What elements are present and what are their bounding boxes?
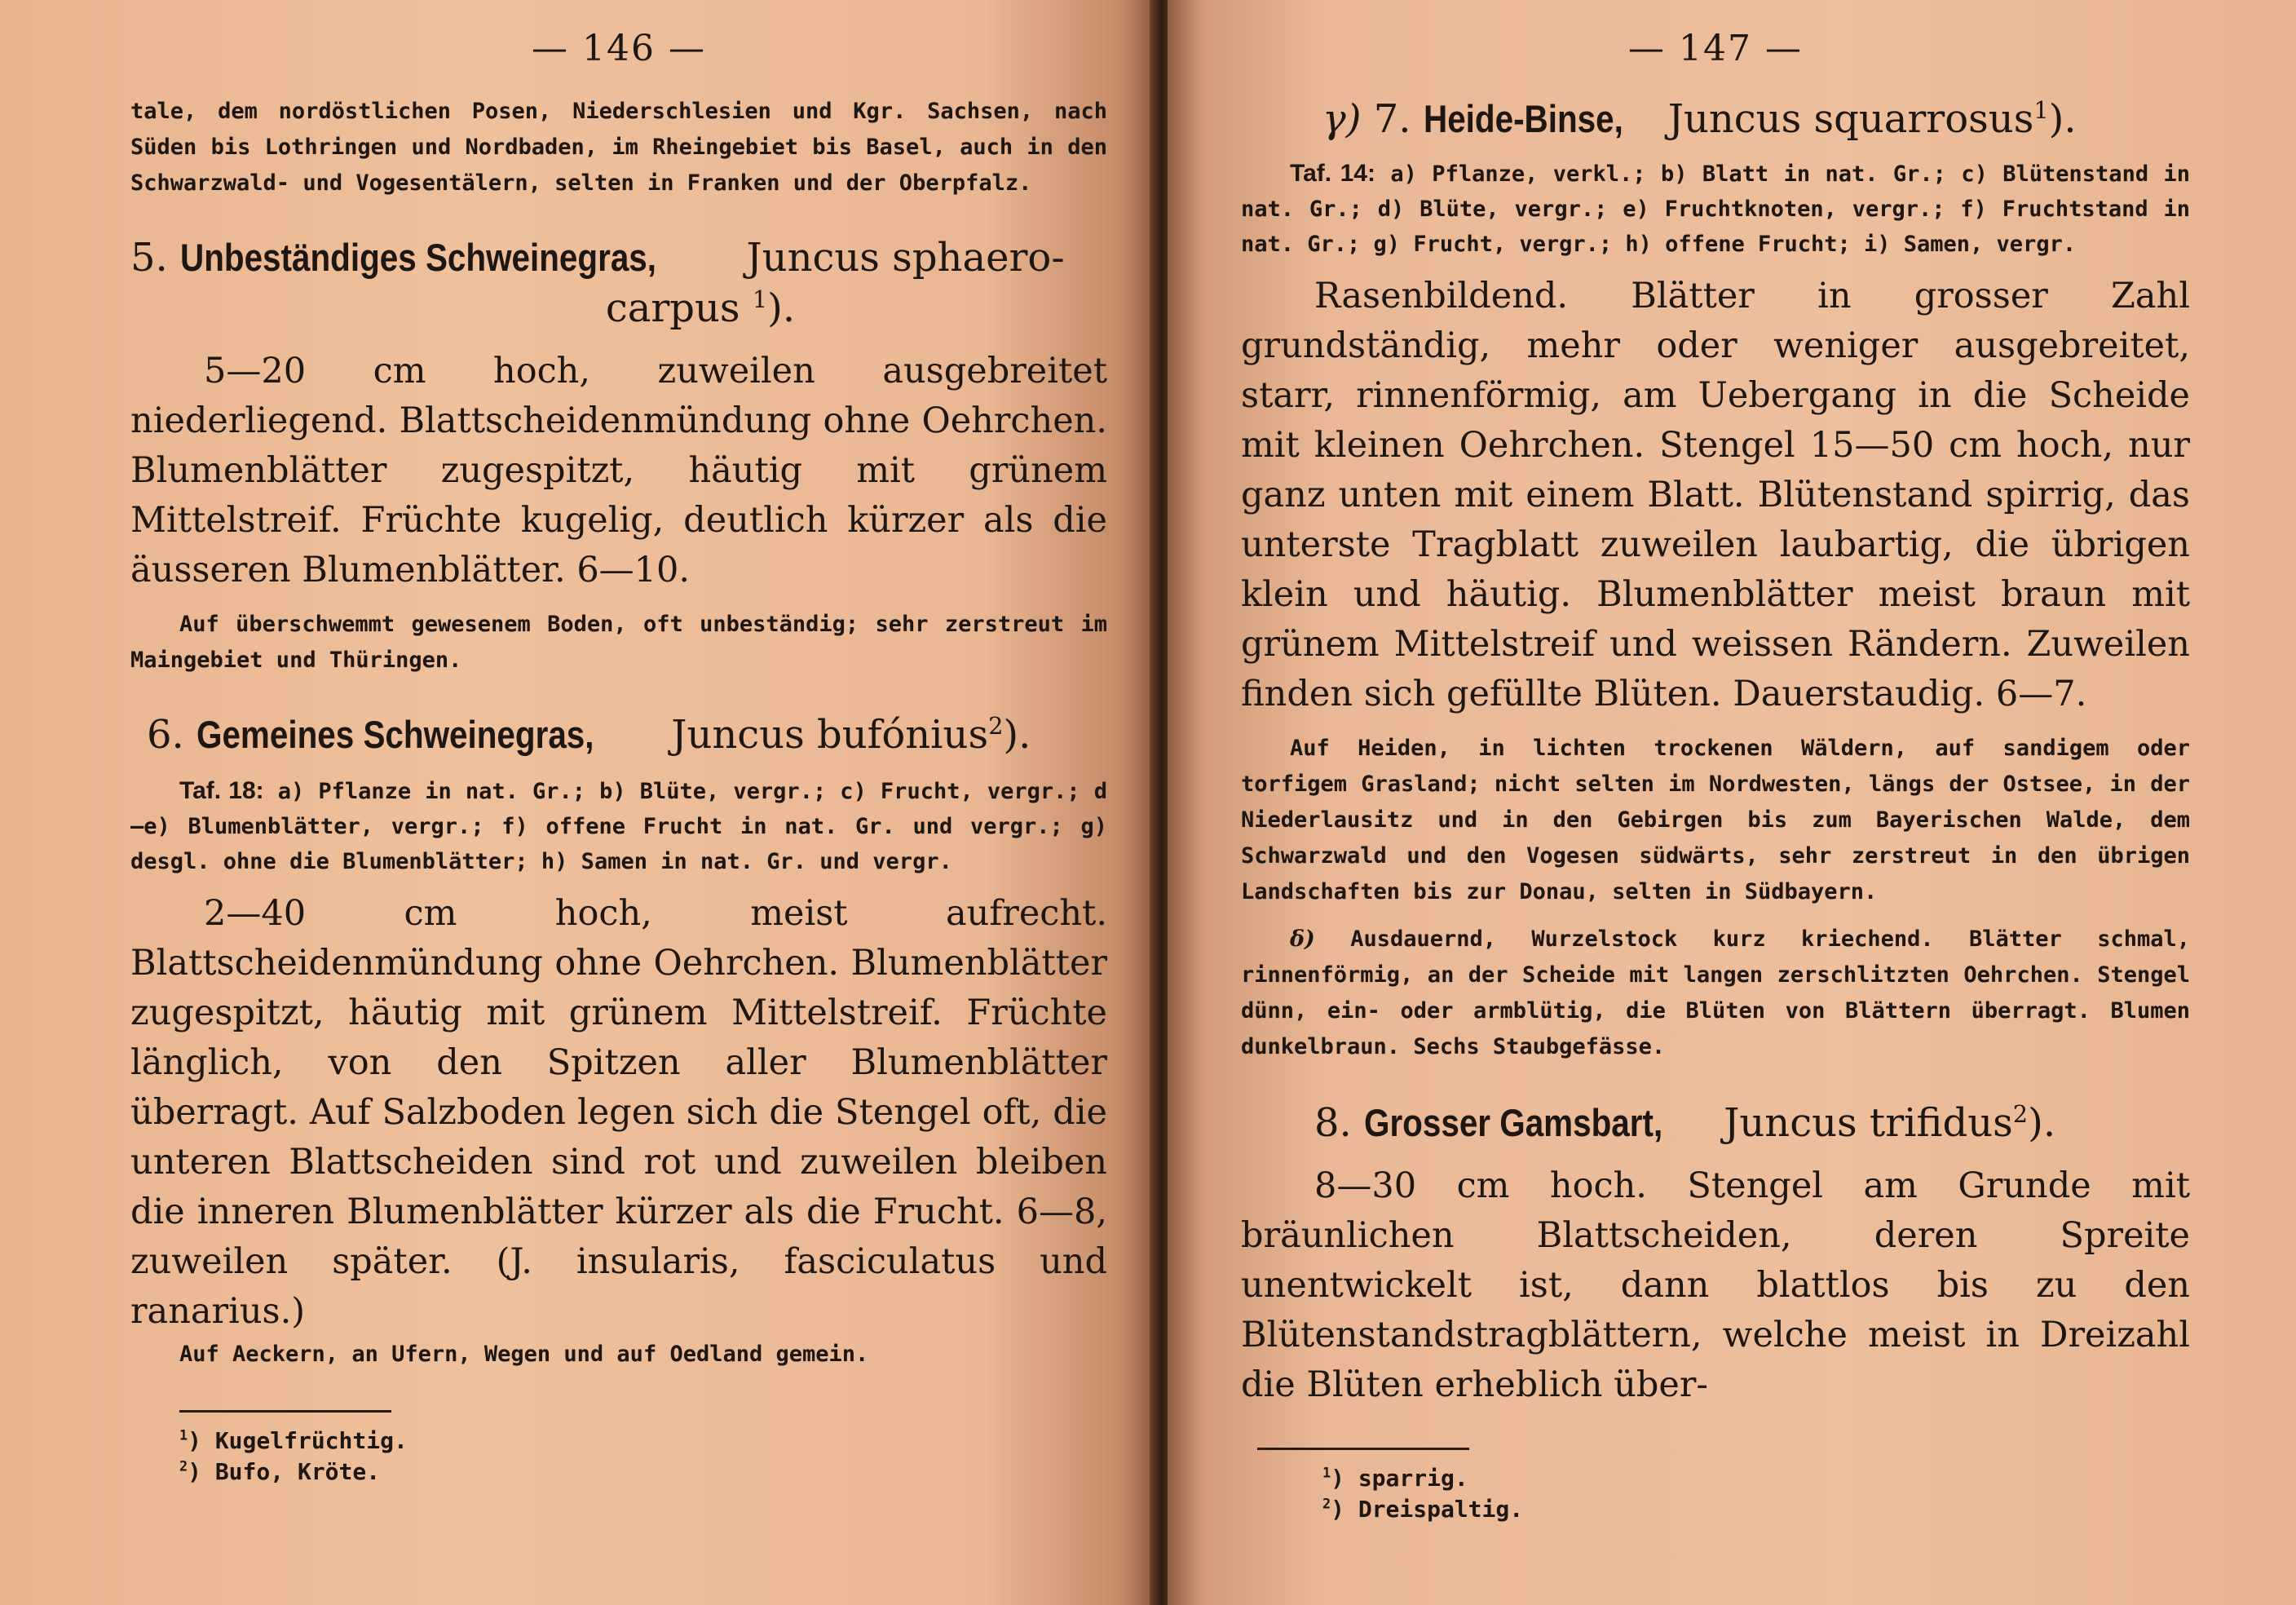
species-latin-name: Juncus bufónius <box>671 712 989 758</box>
footnote-text: ) sparrig. <box>1331 1465 1468 1492</box>
species-description: 5—20 cm hoch, zuweilen ausgebreitet niederliegend. Blattscheidenmündung ohne Oehrchen. Blumenblätter zugespitzt, häutig mit grünem Mittelstreif. Früchte kugelig, deutlich kürzer als die äusseren Blumenblätter. 6—10. <box>130 351 1107 590</box>
footnote-marker: 2 <box>988 712 1004 740</box>
group-prefix: γ) <box>1322 96 1362 142</box>
footnote-text: ) Kugelfrüchtig. <box>188 1427 408 1454</box>
species-habitat: Auf Aeckern, an Ufern, Wegen und auf Oedland gemein. <box>179 1342 869 1367</box>
footnote-text: ) Bufo, Kröte. <box>188 1458 381 1485</box>
species-description: 8—30 cm hoch. Stengel am Grunde mit bräunlichen Blattscheiden, deren Spreite unentwickelt ist, dann blattlos bis zu den Blütenstandstragblättern, welche meist in Dreizahl die Blüten erheblich über- <box>1241 1165 2190 1405</box>
footnote <box>179 1457 1107 1488</box>
species-latin-name: Juncus sphaero- <box>746 235 1065 281</box>
species-habitat: Auf Heiden, in lichten trockenen Wäldern, auf sandigem oder torfigem Grasland; nicht selten im Nordwesten, längs der Ostsee, in der Niederlausitz und in den Gebirgen bis zum Bayerischen Walde, dem Schwarzwald und den Vogesen südwärts, sehr zerstreut in den übrigen Landschaften bis zur Donau, selten in Südbayern. <box>1241 736 2190 904</box>
footnote <box>1322 1463 2190 1494</box>
species-heading-7 <box>1322 94 2190 144</box>
heading-close: ). <box>2028 1100 2056 1146</box>
species-latin-name: Juncus squarrosus <box>1667 96 2034 142</box>
heading-close: ). <box>2048 96 2077 142</box>
heading-close: ). <box>767 285 796 331</box>
footnote-marker: 1 <box>752 285 768 313</box>
footnote-mark: 2 <box>179 1457 188 1475</box>
species-habitat: Auf überschwemmt gewesenem Boden, oft unbeständig; sehr zerstreut im Maingebiet und Thüringen. <box>130 612 1107 673</box>
group-text: Ausdauernd, Wurzelstock kurz kriechend. Blätter schmal, rinnenförmig, an der Scheide mit langen zerschlitzten Oehrchen. Stengel dünn, ein- oder armblütig, die Blüten von Blättern überragt. Blumen dunkelbraun. Sechs Staubgefässe. <box>1241 926 2190 1059</box>
species-number: 7. <box>1373 96 1411 142</box>
right-page <box>1168 0 2296 1605</box>
plate-text: a) Pflanze in nat. Gr.; b) Blüte, vergr.; c) Frucht, vergr.; d—e) Blumenblätter, vergr.; f) offene Frucht in nat. Gr. und vergr.; g) desgl. ohne die Blumenblätter; h) Samen in nat. Gr. und vergr. <box>130 779 1107 874</box>
footnote-mark: 2 <box>1322 1495 1331 1512</box>
footnote-divider <box>1257 1448 1469 1450</box>
footnote-divider <box>179 1410 391 1413</box>
latin-name-part: carpus <box>605 285 740 331</box>
species-latin-name-continued <box>130 283 1107 334</box>
species-number: 5. <box>130 235 168 281</box>
group-description <box>1241 922 2190 1065</box>
species-common-name: Grosser Gamsbart, <box>1364 1101 1663 1144</box>
page-number: — 146 — <box>532 28 706 69</box>
plate-label: Taf. 14: <box>1290 160 1375 187</box>
species-number: 6. <box>147 712 184 758</box>
plate-label: Taf. 18: <box>179 777 264 804</box>
plate-reference <box>130 773 1107 879</box>
plate-text: a) Pflanze, verkl.; b) Blatt in nat. Gr.; c) Blütenstand in nat. Gr.; d) Blüte, vergr.; e) Fruchtknoten, vergr.; f) Fruchtstand in nat. Gr.; g) Frucht, vergr.; h) offene Frucht; i) Samen, vergr. <box>1241 161 2190 257</box>
group-prefix: δ) <box>1290 926 1315 952</box>
species-heading-5 <box>130 232 1107 334</box>
footnote-marker: 2 <box>2012 1100 2029 1128</box>
species-heading-6 <box>147 710 1107 760</box>
species-number: 8. <box>1314 1100 1352 1146</box>
species-common-name: Heide-Binse, <box>1423 97 1623 140</box>
species-description: 2—40 cm hoch, meist aufrecht. Blattscheidenmündung ohne Oehrchen. Blumenblätter zugespitzt, häutig mit grünem Mittelstreif. Früchte länglich, von den Spitzen aller Blumenblätter überragt. Auf Salzboden legen sich die Stengel oft, die unteren Blattscheiden sind rot und zuweilen bleiben die inneren Blumenblätter kürzer als die Frucht. 6—8, zuweilen später. (J. insularis, fasciculatus und ranarius.) <box>130 893 1107 1332</box>
species-heading-8 <box>1314 1098 2190 1148</box>
species-common-name: Gemeines Schweinegras, <box>196 713 594 756</box>
plate-reference <box>1241 156 2190 262</box>
footnote-mark: 1 <box>179 1426 188 1444</box>
species-description: Rasenbildend. Blätter in grosser Zahl grundständig, mehr oder weniger ausgebreitet, starr, rinnenförmig, am Uebergang in die Scheide mit kleinen Oehrchen. Stengel 15—50 cm hoch, nur ganz unten mit einem Blatt. Blütenstand spirrig, das unterste Tragblatt zuweilen laubartig, die übrigen klein und häutig. Blumenblätter meist braun mit grünem Mittelstreif und weissen Rändern. Zuweilen finden sich gefüllte Blüten. Dauerstaudig. 6—7. <box>1241 276 2190 714</box>
heading-close: ). <box>1003 712 1031 758</box>
species-common-name: Unbeständiges Schweinegras, <box>180 236 657 279</box>
footnote-marker: 1 <box>2033 96 2049 124</box>
footnote <box>1322 1494 2190 1525</box>
continued-habitat-text: tale, dem nordöstlichen Posen, Niederschlesien und Kgr. Sachsen, nach Süden bis Lothringen und Nordbaden, im Rheingebiet bis Basel, auch in den Schwarzwald- und Vogesentälern, selten in Franken und der Oberpfalz. <box>130 99 1107 196</box>
page-number: — 147 — <box>1628 28 1803 69</box>
species-latin-name: Juncus trifidus <box>1724 1100 2013 1146</box>
footnote <box>179 1426 1107 1457</box>
footnote-text: ) Dreispaltig. <box>1331 1496 1524 1523</box>
footnote-mark: 1 <box>1322 1464 1331 1481</box>
